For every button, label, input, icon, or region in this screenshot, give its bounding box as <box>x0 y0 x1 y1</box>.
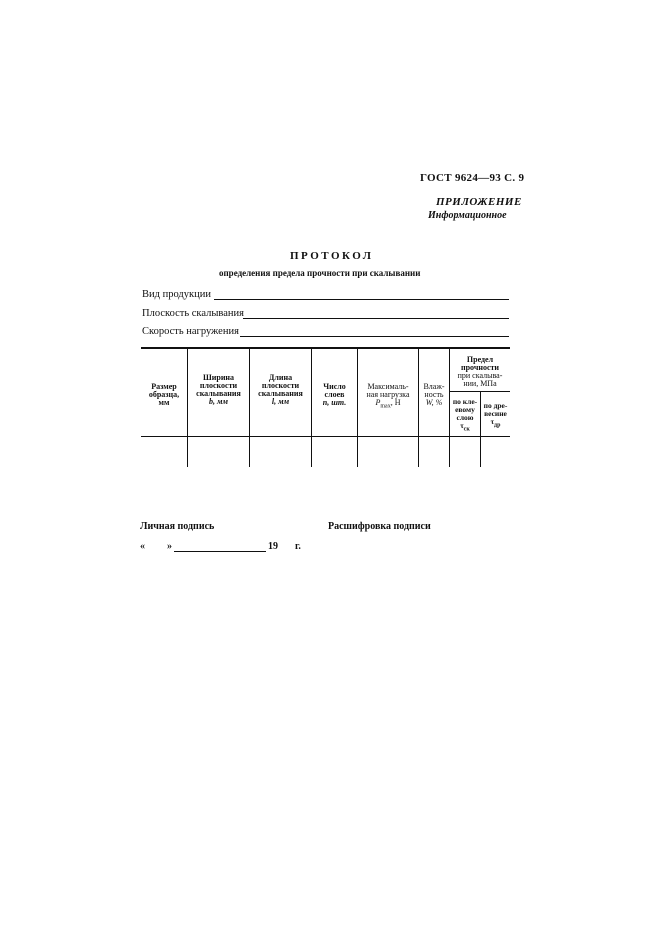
product-label: Вид продукции <box>142 289 211 300</box>
col-header-length: Длина плоскости скалывания l, мм <box>258 373 303 406</box>
col-header-moisture: Влаж- ность W, % <box>423 382 445 407</box>
speed-label: Скорость нагружения <box>142 326 239 337</box>
subcol-header-wood: по дре- весине $\tau_{др}$ <box>483 401 508 429</box>
col-divider <box>311 349 312 467</box>
speed-field[interactable] <box>240 336 509 337</box>
col-divider <box>187 349 188 467</box>
plane-label: Плоскость скалывания <box>142 308 244 319</box>
date-field[interactable] <box>174 551 266 552</box>
appendix-type: Информационное <box>428 210 507 221</box>
col-divider <box>249 349 250 467</box>
year-prefix: 19 <box>268 541 278 552</box>
year-suffix: г. <box>295 541 301 552</box>
table-top-rule <box>141 347 510 349</box>
signature-label: Личная подпись <box>140 521 215 532</box>
date-quote-open: « <box>140 541 145 552</box>
protocol-title: ПРОТОКОЛ <box>290 250 374 262</box>
col-header-layers: Число слоев n, шт. <box>322 382 347 407</box>
subcol-header-glue: по кле- евому слою $\tau_{ск}$ <box>452 397 478 433</box>
table-header-rule <box>141 436 510 437</box>
plane-field[interactable] <box>243 318 509 319</box>
col-header-size: Размер образца, мм <box>148 382 180 407</box>
col-header-width: Ширина плоскости скалывания b, мм <box>196 373 241 406</box>
protocol-subtitle: определения предела прочности при скалывании <box>219 268 421 278</box>
col-header-load: Максималь- ная нагрузка $P_{max}$, Н <box>366 382 410 410</box>
decoding-label: Расшифровка подписи <box>328 521 431 532</box>
gost-reference: ГОСТ 9624—93 С. 9 <box>420 172 525 184</box>
col-header-limit: Предел прочности при скалыва- нии, МПа <box>457 355 503 388</box>
date-quote-close: » <box>167 541 172 552</box>
col-divider <box>418 349 419 467</box>
product-field[interactable] <box>214 299 509 300</box>
appendix-title: ПРИЛОЖЕНИЕ <box>436 196 522 208</box>
